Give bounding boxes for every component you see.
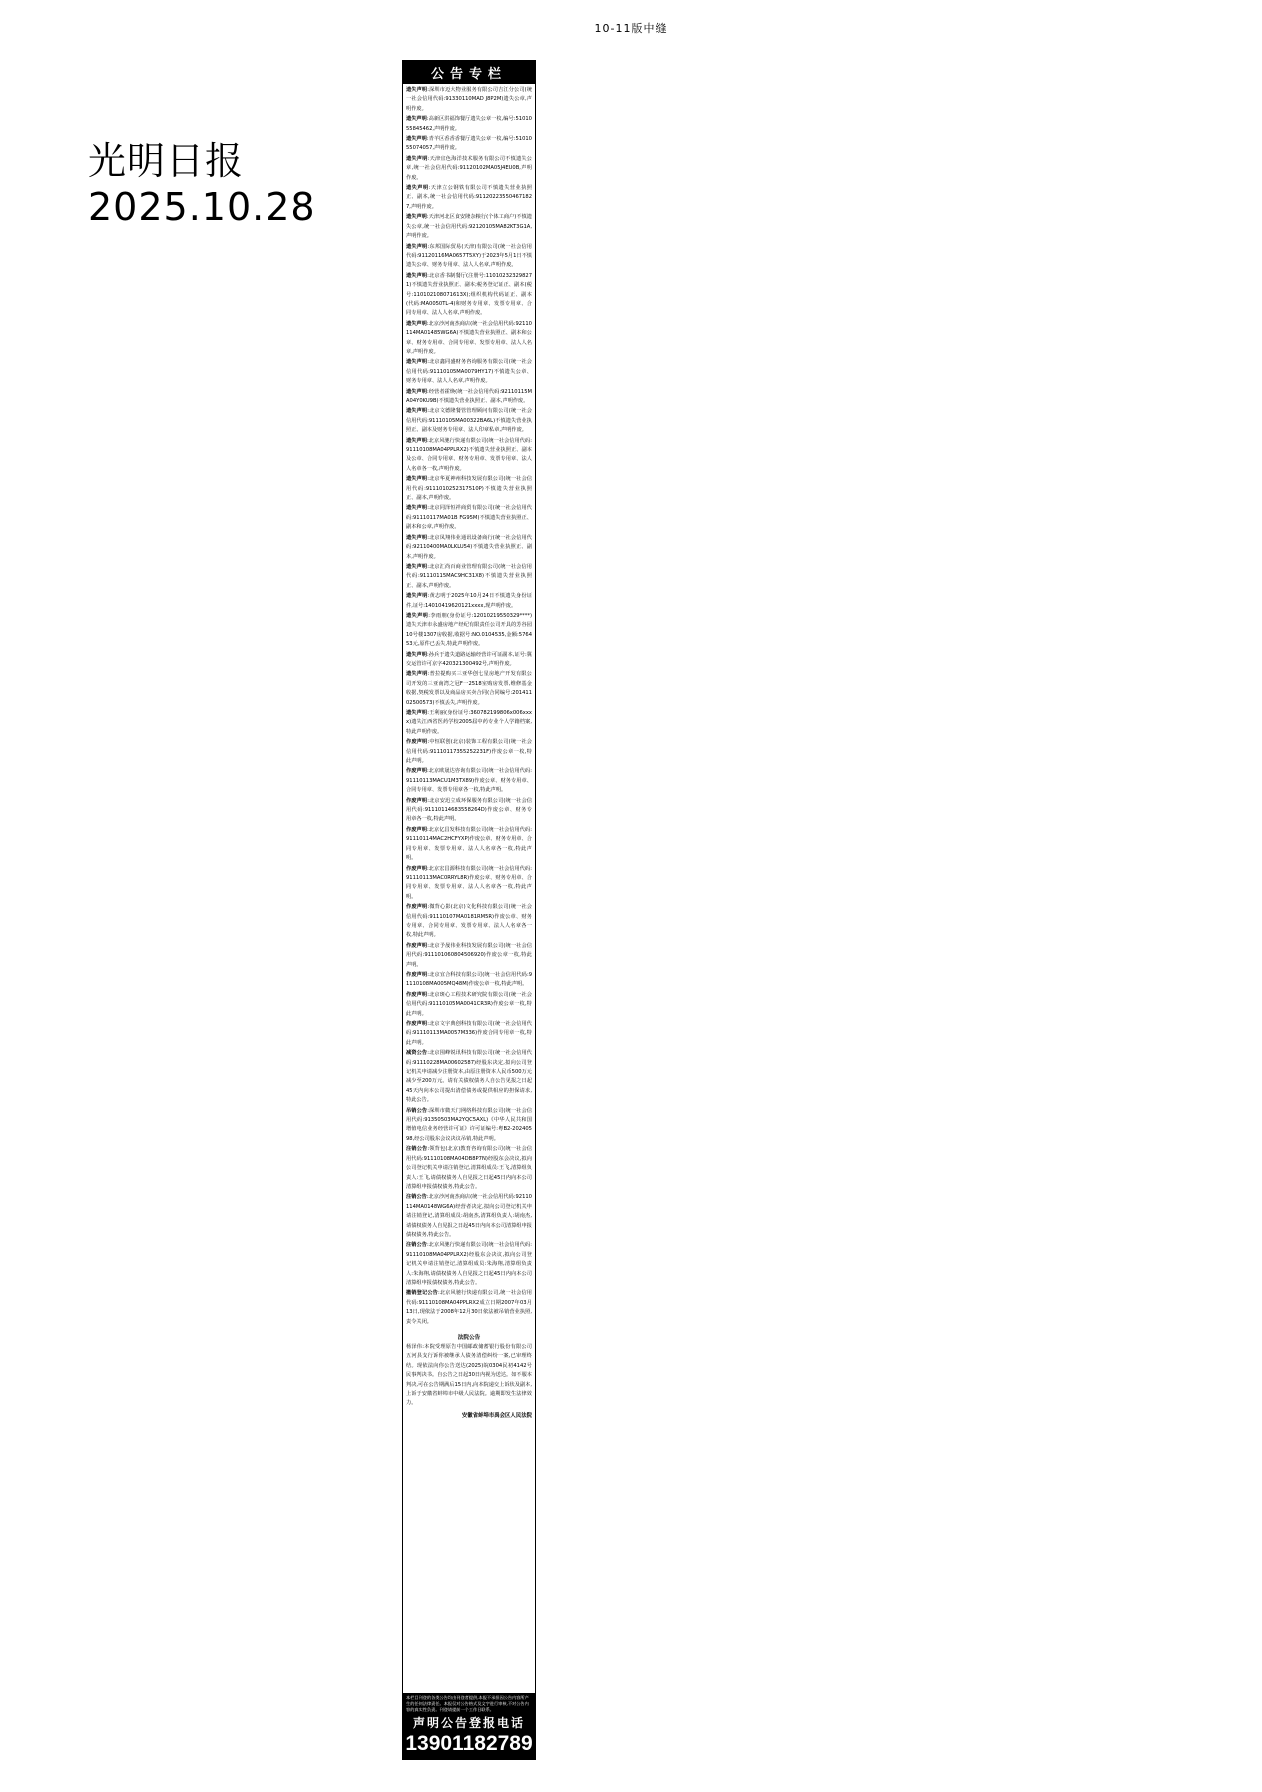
notice-item: 作废声明:北京斑心工程技术研究院有限公司(统一社会信用代码:91110105MA0041CR3R)作废公章一枚,特此声明。	[406, 991, 532, 1017]
notice-item: 遗失声明:北京风驰行快递有限公司(统一社会信用代码:91110108MA04PPLRX2)不慎遗失营业执照正、副本及公章、合同专用章、财务专用章、发票专用章、法人人名章各一枚,声明作废。	[406, 437, 532, 472]
notice-tag: 吊销公告	[406, 1107, 428, 1114]
notice-text: 北京凤翔伟业通讯设备商行(统一社会信用代码:92110400MA0LKLU54)不慎遗失营业执照正、副本,声明作废。	[406, 534, 532, 560]
notice-column	[402, 60, 536, 1760]
notice-text: 北京沙河南杰商店(统一社会信用代码:92110114MA01485WG6A)不慎遗失营业执照正、副本和公章、财务专用章、合同专用章、发票专用章、法人人名章,声明作废。	[406, 320, 532, 355]
notice-item: 遗失声明:北京汇尚百商业管理有限公司(统一社会信用代码:91110115MAC9HC31X8)不慎遗失营业执照正、副本,声明作废。	[406, 563, 532, 589]
notice-text: 北京文宇典创科技有限公司(统一社会信用代码:91110113MA0057M336)作废合同专用章一枚,特此声明。	[406, 1021, 532, 1046]
notice-item: 作废声明:北京欧晟达咨询有限公司(统一社会信用代码:91110113MACU1M3TX89)作废公章、财务专用章、合同专用章、发票专用章各一枚,特此声明。	[406, 768, 532, 794]
notice-text: 北京风驰行快递有限公司(统一社会信用代码:91110108MA04PPLRX2)经股东会决议,拟向公司登记机关申请注销登记,清算组成员:朱海翔,清算组负责人:朱海翔,请债权债务人自见报之日起45日内向本公司清算组申报债权债务,特此公告。	[406, 1242, 532, 1286]
notice-item: 遗失声明:普拉提购买三亚华创七星房地产开发有限公司开发的三亚南湾之冠F一2518室购房发票,维修基金收据,契税发票以及商品房买卖合同(合同编号:20141102500573)不慎丢失,声明作废。	[406, 671, 532, 706]
notice-text: 北京香书制餐厅(注册号:110102323298271)不慎遗失营业执照正、副本;税务登记证正、副本(税号:110102108071613X);组织机构代码证正、副本(代码:MA0050TL-4)和财务专用章、发票专用章、合同专用章、法人人名章,声明作废。	[406, 272, 532, 317]
notice-text: 北京安迅立成环保服务有限公司(统一社会信用代码:91110114683558264D)作废公章、财务专用章各一枚,特此声明。	[406, 797, 532, 823]
notice-item: 作废声明:北京安迅立成环保服务有限公司(统一社会信用代码:91110114683558264D)作废公章、财务专用章各一枚,特此声明。	[406, 797, 532, 823]
notice-item: 作废声明:微背心影(北京)文化科技有限公司(统一社会信用代码:91110107MA0181RM5R)作废公章、财务专用章、合同专用章、发票专用章、法人人名章各一枚,特此声明。	[406, 904, 532, 939]
notice-tag: 遗失声明	[406, 534, 428, 541]
notice-item: 遗失声明:天津立公钢铁有限公司不慎遗失营业执照正、副本,统一社会信用代码:911202235504671827,声明作废。	[406, 185, 532, 210]
notice-tag: 遗失声明	[406, 563, 428, 570]
notice-tag: 遗失声明	[406, 136, 427, 143]
notice-item: 遗失声明:天津宜色海洋技术服务有限公司不慎遗失公章,统一社会信用代码:91120102MA05J4EU0B,声明作废。	[406, 155, 532, 181]
notice-text: 领背包(北京)教育咨询有限公司(统一社会信用代码:91110108MA04DB8P7N)经股东会决议,拟向公司登记机关申请注销登记,清算组成员:王飞,清算组负责人:王飞,请债权债务人自见报之日起45日内向本公司清算组申报债权债务,特此公告。	[406, 1146, 532, 1190]
notice-item: 减资公告:北京囤峰锐讯科技有限公司(统一社会信用代码:91110228MA00602587)经股东决定,拟向公司登记机关申请减少注册资本,由原注册资本人民币500万元减少至200万元。请有关债权债务人自公告见报之日起45天内向本公司提出清偿债务或提供相应的担保请求,特此公告。	[406, 1050, 532, 1104]
notice-tag: 作废声明	[406, 768, 427, 775]
court-notice-signature: 安徽省蚌埠市禹会区人民法院	[461, 1412, 532, 1419]
notice-item: 作废声明:北京宜合科技有限公司(统一社会信用代码:91110108MA005MQ48M)作废公章一枚,特此声明。	[406, 971, 532, 988]
notice-tag: 遗失声明	[406, 87, 428, 93]
notice-item: 作废声明:北京亿昌发科技有限公司(统一社会信用代码:91110114MAC2HCFYXP)作废公章、财务专用章、合同专用章、发票专用章、法人人名章各一枚,特此声明。	[406, 826, 532, 862]
notice-text: 北京亿昌发科技有限公司(统一社会信用代码:91110114MAC2HCFYXP)作废公章、财务专用章、合同专用章、发票专用章、法人人名章各一枚,特此声明。	[406, 826, 532, 862]
notice-tag: 作废声明	[406, 739, 428, 746]
notice-item: 遗失声明:北京凤翔伟业通讯设备商行(统一社会信用代码:92110400MA0LKLU54)不慎遗失营业执照正、副本,声明作废。	[406, 534, 532, 560]
paper-name: 光明日报	[88, 139, 245, 183]
notice-text: 深圳市微天门网络科技有限公司(统一社会信用代码:91350503MA2YQC5AXL)《中华人民共和国增值电信业务经营许可证》许可证编号:粤B2-20240598,经公司股东会议决议吊销,特此声明。	[406, 1107, 532, 1142]
notice-tag: 遗失声明	[406, 388, 428, 395]
notice-item: 作废声明:中恒联创(北京)装饰工程有限公司(统一社会信用代码:91110117355252231F)作废公章一枚,特此声明。	[406, 739, 532, 765]
notice-item: 遗失声明:北京香书制餐厅(注册号:110102323298271)不慎遗失营业执照正、副本;税务登记证正、副本(税号:110102108071613X);组织机构代码证正、副本(代码:MA0050TL-4)和财务专用章、发票专用章、合同专用章、法人人名章,声明作废。	[406, 272, 532, 317]
notice-tag: 注销公告	[406, 1146, 428, 1153]
notice-tag: 遗失声明	[406, 185, 429, 192]
notice-text: 王利丽(身份证号:360782199806x006xxxx)遗失江西省医药学校2005届中药专业个人学籍档案,特此声明作废。	[406, 710, 532, 735]
notice-tag: 遗失声明	[406, 476, 428, 483]
notice-text: 微背心影(北京)文化科技有限公司(统一社会信用代码:91110107MA0181RM5R)作废公章、财务专用章、合同专用章、发票专用章、法人人名章各一枚,特此声明。	[406, 904, 532, 939]
notice-text: 北京汇尚百商业管理有限公司(统一社会信用代码:91110115MAC9HC31X8)不慎遗失营业执照正、副本,声明作废。	[406, 563, 532, 589]
notice-tag: 作废声明	[406, 904, 428, 911]
notice-text: 经营者霍焕(统一社会信用代码:92110115MA04Y0KU9B)不慎遗失营业执照正、副本,声明作废。	[406, 388, 532, 404]
notice-text: 青羊区香香香餐厅遗失公章一枚,编号:5101055074057,声明作废。	[406, 136, 532, 152]
notice-tag: 遗失声明	[406, 116, 427, 123]
notice-item: 遗失声明:李雨朋(身份证号:12010219550329****)遗失天津市永盛房地产经纪有限责任公司开具的芳谷园10号楼1307房收据,收据号:NO.0104535,金额:576453元,原件已丢失,特此声明作废。	[406, 612, 532, 648]
notice-tag: 遗失声明	[406, 593, 428, 600]
notice-text: 北京斑心工程技术研究院有限公司(统一社会信用代码:91110105MA0041CR3R)作废公章一枚,特此声明。	[406, 991, 532, 1017]
notice-item: 遗失声明:王利丽(身份证号:360782199806x006xxxx)遗失江西省医药学校2005届中药专业个人学籍档案,特此声明作废。	[406, 710, 532, 735]
notice-text: 北京欧晟达咨询有限公司(统一社会信用代码:91110113MACU1M3TX89)作废公章、财务专用章、合同专用章、发票专用章各一枚,特此声明。	[406, 768, 532, 794]
notice-tag: 遗失声明	[406, 437, 427, 444]
notice-tag: 遗失声明	[406, 612, 429, 619]
notice-tag: 遗失声明	[406, 243, 428, 250]
column-footer	[403, 1693, 535, 1759]
notice-item: 作废声明:北京文宇典创科技有限公司(统一社会信用代码:91110113MA0057M336)作废合同专用章一枚,特此声明。	[406, 1021, 532, 1046]
notice-tag: 遗失声明	[406, 320, 427, 327]
notice-text: 天津宜色海洋技术服务有限公司不慎遗失公章,统一社会信用代码:91120102MA05J4EU0B,声明作废。	[406, 155, 532, 181]
notice-item: 注销公告:北京沙河南杰商店(统一社会信用代码:92110114MA0148WG6A)经营者决定,拟向公司登记机关申请注销登记,清算组成员:胡南杰,清算组负责人:胡南杰,请债权债务人自见报之日起45日内向本公司清算组申报债权债务,特此公告。	[406, 1194, 532, 1238]
notice-text: 北京予晟伟业科技发展有限公司(统一社会信用代码:911101060804506920)作废公章一枚,特此声明。	[406, 942, 532, 968]
notice-text: 北京风驰行快递有限公司,统一社会信用代码:91110108MA04PPLRX2成立日期2007年03月13日,现依法于2008年12月30日依法被吊销营业执照,责令关闭。	[406, 1290, 532, 1325]
notice-text: 北京沙河南杰商店(统一社会信用代码:92110114MA0148WG6A)经营者决定,拟向公司登记机关申请注销登记,清算组成员:胡南杰,清算组负责人:胡南杰,请债权债务人自见报之日起45日内向本公司清算组申报债权债务,特此公告。	[406, 1194, 532, 1238]
notice-text: 北京囤峰锐讯科技有限公司(统一社会信用代码:91110228MA00602587)经股东决定,拟向公司登记机关申请减少注册资本,由原注册资本人民币500万元减少至200万元。请有关债权债务人自公告见报之日起45天内向本公司提出清偿债务或提供相应的担保请求,特此公告。	[406, 1050, 532, 1104]
notice-item: 遗失声明:孙兵于遗失道路运输经营许可证副本,证号:冀交运管许可京字420321300492号,声明作废。	[406, 651, 532, 667]
notice-text: 孙兵于遗失道路运输经营许可证副本,证号:冀交运管许可京字420321300492号,声明作废。	[406, 651, 532, 667]
notice-item: 作废声明:北京予晟伟业科技发展有限公司(统一社会信用代码:911101060804506920)作废公章一枚,特此声明。	[406, 942, 532, 968]
gutter-label: 10-11版中缝	[594, 22, 668, 35]
notice-tag: 遗失声明	[406, 408, 428, 415]
notice-text: 北京宜合科技有限公司(统一社会信用代码:91110108MA005MQ48M)作废公章一枚,特此声明。	[406, 971, 532, 988]
notice-tag: 遗失声明	[406, 272, 428, 279]
notice-tag: 遗失声明	[406, 214, 427, 221]
footer-phone: 13901182789	[405, 1732, 533, 1755]
notice-list	[403, 84, 535, 1693]
notice-text: 李雨朋(身份证号:12010219550329****)遗失天津市永盛房地产经纪有限责任公司开具的芳谷园10号楼1307房收据,收据号:NO.0104535,金额:576453元,原件已丢失,特此声明作废。	[406, 612, 532, 648]
footer-disclaimer: 本栏目刊登的各类公告均由刊登者提供,本报不承担因公告内容所产生的任何法律责任。本报仅对公告格式及文字进行审核,不对公告内容的真实性负责。刊登请提前一个工作日联系。	[406, 1695, 529, 1712]
notice-item: 遗失声明:青羊区香香香餐厅遗失公章一枚,编号:5101055074057,声明作废。	[406, 136, 532, 152]
notice-tag: 遗失声明	[406, 710, 428, 716]
notice-item: 遗失声明:北京文德隆餐管管理顾问有限公司(统一社会信用代码:91110105MA00322BA6L)不慎遗失营业执照正、副本及财务专用章、法人印章私章,声明作废。	[406, 408, 532, 434]
notice-text: 北京风驰行快递有限公司(统一社会信用代码:91110108MA04PPLRX2)不慎遗失营业执照正、副本及公章、合同专用章、财务专用章、发票专用章、法人人名章各一枚,声明作废。	[406, 437, 532, 472]
notice-text: 北京鑫同盛财务咨询服务有限公司(统一社会信用代码:91110105MA0079HY17)不慎遗失公章、财务专用章、法人人名章,声明作废。	[406, 359, 532, 385]
notice-tag: 注销公告	[406, 1194, 427, 1201]
notice-tag: 作废声明	[406, 991, 428, 998]
notice-tag: 注销公告	[406, 1242, 427, 1249]
court-notice-body: 杨泽伟:本院受理原告中国邮政储蓄银行股份有限公司五河县支行诉你被继承人债务清偿纠纷一案,已审理终结。现依法向你公告送达(2025)皖0304民初4142号民事判决书。自公告之日起30日内视为送达。如不服本判决,可在公告期满后15日内,向本院递交上诉状及副本,上诉于安徽省蚌埠市中级人民法院。逾期即发生法律效力。	[406, 1344, 532, 1407]
notice-item: 遗失声明:北京同泽恒祥商贸有限公司(统一社会信用代码:91110117MA01B FG95M)不慎遗失营业执照正、副本和公章,声明作废。	[406, 505, 532, 531]
footer-title: 声明公告登报电话	[412, 1716, 525, 1730]
issue-date: 2025.10.28	[88, 185, 316, 229]
notice-item: 遗失声明:经营者霍焕(统一社会信用代码:92110115MA04Y0KU9B)不慎遗失营业执照正、副本,声明作废。	[406, 388, 532, 404]
notice-item: 注销公告:领背包(北京)教育咨询有限公司(统一社会信用代码:91110108MA04DB8P7N)经股东会决议,拟向公司登记机关申请注销登记,清算组成员:王飞,清算组负责人:王飞,请债权债务人自见报之日起45日内向本公司清算组申报债权债务,特此公告。	[406, 1146, 532, 1190]
notice-tag: 遗失声明	[406, 505, 428, 512]
notice-tag: 遗失声明	[406, 671, 428, 678]
notice-text: 中恒联创(北京)装饰工程有限公司(统一社会信用代码:91110117355252231F)作废公章一枚,特此声明。	[406, 739, 532, 765]
notice-tag: 作废声明	[406, 971, 428, 978]
notice-text: 天津立公钢铁有限公司不慎遗失营业执照正、副本,统一社会信用代码:911202235504671827,声明作废。	[406, 185, 532, 210]
notice-tag: 遗失声明	[406, 359, 428, 366]
notice-item: 遗失声明:黄志明于2025年10月24日不慎遗失身份证件,证号:14010419620121xxxx,现声明作废。	[406, 593, 532, 609]
notice-text: 天津河北区食安隆杂粮行(个体工商户)不慎遗失公章,统一社会信用代码:92120105MA82KT3G1A,声明作废。	[406, 214, 532, 240]
notice-item: 注销公告:北京风驰行快递有限公司(统一社会信用代码:91110108MA04PPLRX2)经股东会决议,拟向公司登记机关申请注销登记,清算组成员:朱海翔,清算组负责人:朱海翔,请债权债务人自见报之日起45日内向本公司清算组申报债权债务,特此公告。	[406, 1242, 532, 1286]
notice-item: 遗失声明:天津河北区食安隆杂粮行(个体工商户)不慎遗失公章,统一社会信用代码:92120105MA82KT3G1A,声明作废。	[406, 214, 532, 240]
notice-text: 黄志明于2025年10月24日不慎遗失身份证件,证号:14010419620121xxxx,现声明作废。	[406, 593, 532, 609]
notice-tag: 作废声明	[406, 1021, 428, 1027]
notice-text: 深圳市迈大物业服务有限公司吉江分公司(统一社会信用代码:91330110MAD J8P2M)遗失公章,声明作废。	[406, 87, 532, 112]
notice-tag: 遗失声明	[406, 155, 428, 162]
notice-tag: 作废声明	[406, 797, 428, 804]
notice-tag: 作废声明	[406, 942, 428, 949]
notice-item: 遗失声明:北京华夏神州科技发展有限公司(统一社会信用代码:9111010252317510P)不慎遗失营业执照正、副本,声明作废。	[406, 476, 532, 502]
notice-tag: 遗失声明	[406, 651, 427, 658]
notice-item: 作废声明:北京宏昌源科技有限公司(统一社会信用代码:91110113MAC0RRYL8R)作废公章、财务专用章、合同专用章、发票专用章、法人人名章各一枚,特此声明。	[406, 865, 532, 900]
notice-item: 遗失声明:北京沙河南杰商店(统一社会信用代码:92110114MA01485WG6A)不慎遗失营业执照正、副本和公章、财务专用章、合同专用章、发票专用章、法人人名章,声明作废。	[406, 320, 532, 355]
notice-item: 遗失声明:深圳市迈大物业服务有限公司吉江分公司(统一社会信用代码:91330110MAD J8P2M)遗失公章,声明作废。	[406, 87, 532, 112]
notice-tag: 作废声明	[406, 826, 427, 833]
notice-item: 遗失声明:东邦国际贸易(天津)有限公司(统一社会信用代码:91120116MA0657T5XY)于2023年5月1日不慎遗失公章、财务专用章、法人人名章,声明作废。	[406, 243, 532, 269]
notice-tag: 撤销登记公告	[406, 1290, 438, 1297]
notice-text: 北京宏昌源科技有限公司(统一社会信用代码:91110113MAC0RRYL8R)作废公章、财务专用章、合同专用章、发票专用章、法人人名章各一枚,特此声明。	[406, 865, 532, 900]
notice-text: 高新区洪福饰餐厅遗失公章一枚,编号:5101055845462,声明作废。	[406, 116, 532, 132]
notice-item: 撤销登记公告:北京风驰行快递有限公司,统一社会信用代码:91110108MA04PPLRX2成立日期2007年03月13日,现依法于2008年12月30日依法被吊销营业执照,责令关闭。	[406, 1290, 532, 1325]
notice-text: 北京同泽恒祥商贸有限公司(统一社会信用代码:91110117MA01B FG95M)不慎遗失营业执照正、副本和公章,声明作废。	[406, 505, 532, 531]
notice-item: 吊销公告:深圳市微天门网络科技有限公司(统一社会信用代码:91350503MA2YQC5AXL)《中华人民共和国增值电信业务经营许可证》许可证编号:粤B2-20240598,经公司股东会议决议吊销,特此声明。	[406, 1107, 532, 1142]
court-notice-title: 法院公告	[457, 1335, 481, 1341]
notice-tag: 作废声明	[406, 865, 427, 872]
notice-text: 东邦国际贸易(天津)有限公司(统一社会信用代码:91120116MA0657T5XY)于2023年5月1日不慎遗失公章、财务专用章、法人人名章,声明作废。	[406, 243, 532, 269]
notice-text: 北京文德隆餐管管理顾问有限公司(统一社会信用代码:91110105MA00322BA6L)不慎遗失营业执照正、副本及财务专用章、法人印章私章,声明作废。	[406, 408, 532, 434]
notice-tag: 减资公告	[406, 1050, 428, 1057]
notice-item: 遗失声明:高新区洪福饰餐厅遗失公章一枚,编号:5101055845462,声明作废。	[406, 116, 532, 132]
notice-text: 普拉提购买三亚华创七星房地产开发有限公司开发的三亚南湾之冠F一2518室购房发票,维修基金收据,契税发票以及商品房买卖合同(合同编号:20141102500573)不慎丢失,声明作废。	[406, 671, 532, 706]
notice-item: 遗失声明:北京鑫同盛财务咨询服务有限公司(统一社会信用代码:91110105MA0079HY17)不慎遗失公章、财务专用章、法人人名章,声明作废。	[406, 359, 532, 385]
column-header: 公告专栏	[403, 61, 535, 84]
masthead	[88, 138, 316, 230]
notice-text: 北京华夏神州科技发展有限公司(统一社会信用代码:9111010252317510P)不慎遗失营业执照正、副本,声明作废。	[406, 476, 532, 502]
